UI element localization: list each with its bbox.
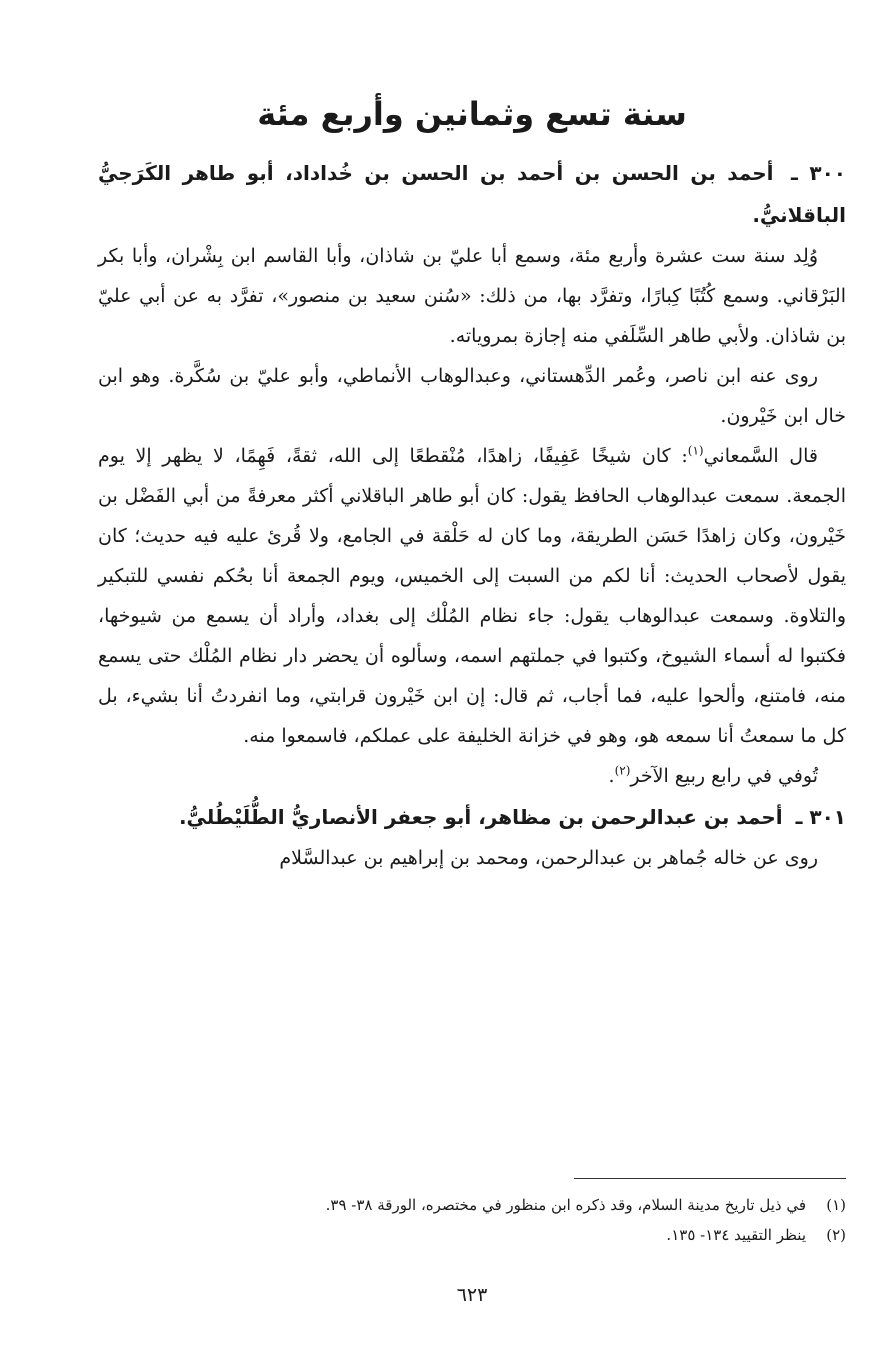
samani-quote-rest: : كان شيخًا عَفِيفًا، زاهدًا، مُنْقطعًا إلى الله، ثقةً، فَهِمًا، لا يظهر إلا يوم الجمعة. سمعت عبدالوهاب الحافظ يقول: كان أبو طاهر الباقلاني أكثر معرفةً من أبي الفَضْل بن خَيْرون، وكان زاهدًا حَسَن الطريقة، وما كان له حَلْقة في الجامع، ولا قُرئ عليه فيه حديث؛ كان يقول لأصحاب الحديث: أنا لكم من السبت إلى الخميس، ويوم الجمعة أنا بحُكم نفسي للتبكير والتلاوة. وسمعت عبدالوهاب يقول: جاء نظام المُلْك إلى بغداد، وأراد أن يسمع من شيوخها، فكتبوا له أسماء الشيوخ، وكتبوا في جملتهم اسمه، وسألوه أن يحضر دار نظام المُلْك حتى يسمع منه، فامتنع، وألحوا عليه، فما أجاب، ثم قال: إن ابن خَيْرون قرابتي، وما انفردتُ أنا بشيء، بل كل ما سمعتُ أنا سمعه هو، وهو في خزانة الخليفة على عملكم، فاسمعوا منه.: [98, 445, 846, 747]
footnote-text: ينظر التقييد ١٣٤- ١٣٥.: [666, 1226, 806, 1244]
entry-number-300: ٣٠٠ ـ: [791, 161, 846, 185]
entry-300-paragraph-samani: [98, 436, 846, 756]
entry-300-paragraph-death: [98, 756, 846, 796]
entry-name-300: أحمد بن الحسن بن أحمد بن الحسن بن خُداداد، أبو طاهر الكَرَجيُّ الباقلانيُّ.: [98, 161, 846, 227]
death-text: تُوفي في رابع ربيع الآخر: [630, 765, 818, 787]
body-text: [98, 152, 846, 878]
entry-heading-300: [98, 152, 846, 236]
entry-301-paragraph: روى عن خاله جُماهر بن عبدالرحمن، ومحمد بن إبراهيم بن عبدالسَّلام: [279, 847, 818, 869]
book-page: [98, 0, 846, 1369]
death-text-end: .: [608, 765, 615, 787]
samani-quote-start: قال السَّمعاني: [703, 445, 818, 467]
footnote-divider: [574, 1178, 846, 1179]
chapter-title: سنة تسع وثمانين وأربع مئة: [257, 95, 687, 133]
entry-name-301: أحمد بن عبدالرحمن بن مظاهر، أبو جعفر الأنصاريُّ الطُّلَيْطُليُّ.: [178, 805, 783, 829]
footnote-number: (١): [826, 1196, 846, 1214]
entry-300-paragraph-students: روى عنه ابن ناصر، وعُمر الدِّهستاني، وعبدالوهاب الأنماطي، وأبو عليّ بن سُكَّرة. وهو ابن خال ابن خَيْرون.: [98, 365, 846, 427]
footnote-1: [98, 1190, 846, 1220]
page-number: ٦٢٣: [456, 1284, 488, 1306]
entry-heading-301: [98, 796, 846, 838]
footnote-text: في ذيل تاريخ مدينة السلام، وقد ذكره ابن منظور في مختصره، الورقة ٣٨- ٣٩.: [325, 1196, 806, 1214]
entry-number-301: ٣٠١ ـ: [795, 805, 846, 829]
footnote-ref-2[interactable]: (٢): [614, 763, 631, 778]
footnote-ref-1[interactable]: (١): [687, 443, 704, 458]
footnote-number: (٢): [826, 1226, 846, 1244]
footnotes: [98, 1190, 846, 1250]
entry-300-paragraph-birth: وُلِد سنة ست عشرة وأربع مئة، وسمع أبا عليّ بن شاذان، وأبا القاسم ابن بِشْران، وأبا بكر البَرْقاني. وسمع كُتُبًا كِبارًا، وتفرَّد بها، من ذلك: «سُنن سعيد بن منصور»، تفرَّد به عن أبي عليّ بن شاذان. ولأبي طاهر السِّلَفي منه إجازة بمروياته.: [98, 245, 846, 347]
footnote-2: [98, 1220, 846, 1250]
